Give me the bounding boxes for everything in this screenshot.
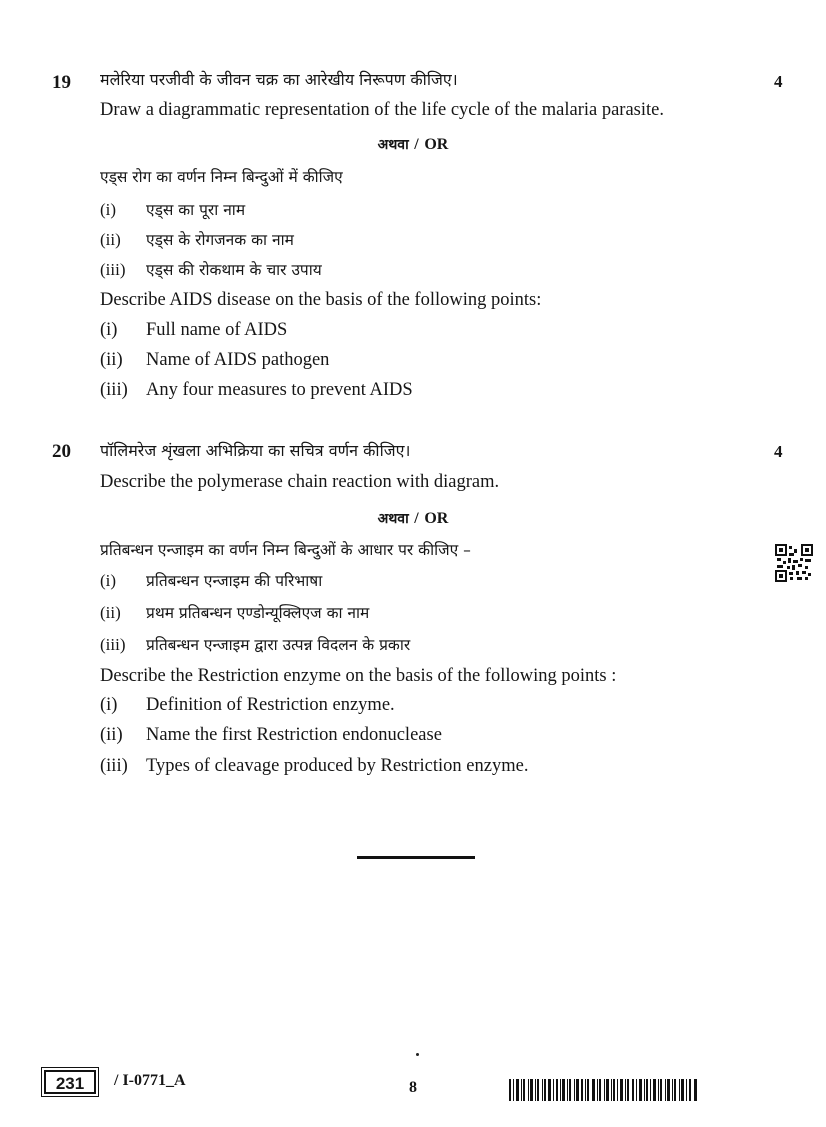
list-item: (iii) Any four measures to prevent AIDS — [100, 380, 413, 400]
question-19-alt-english-intro: Describe AIDS disease on the basis of the following points: — [100, 290, 542, 310]
question-19-marks: 4 — [774, 72, 783, 91]
question-20-english: Describe the polymerase chain reaction with diagram. — [100, 472, 500, 492]
list-item: (i) Definition of Restriction enzyme. — [100, 695, 395, 715]
list-item: (i) एड्स का पूरा नाम — [100, 200, 246, 219]
or-hindi: अथवा — [377, 511, 409, 527]
list-item: (i) प्रतिबन्धन एन्जाइम की परिभाषा — [100, 571, 323, 590]
qr-code-icon — [775, 544, 813, 582]
question-19-number: 19 — [52, 72, 71, 93]
question-20-alt-english-intro: Describe the Restriction enzyme on the basis of the following points : — [100, 666, 617, 686]
list-item: (ii) Name of AIDS pathogen — [100, 350, 330, 370]
question-20-number: 20 — [52, 441, 71, 462]
list-item: (ii) Name the first Restriction endonuclease — [100, 725, 442, 745]
end-of-questions-rule — [357, 856, 475, 859]
or-english: OR — [424, 510, 449, 527]
list-item: (i) Full name of AIDS — [100, 320, 288, 340]
list-item: (iii) एड्स की रोकथाम के चार उपाय — [100, 260, 322, 279]
list-item: (iii) Types of cleavage produced by Restriction enzyme. — [100, 756, 529, 776]
page-number: 8 — [409, 1079, 417, 1096]
question-20-alt-hindi-intro: प्रतिबन्धन एन्जाइम का वर्णन निम्न बिन्दुओं के आधार पर कीजिए – — [100, 541, 471, 559]
question-20-or-separator — [0, 508, 826, 528]
or-slash: / — [414, 510, 419, 527]
question-20-hindi: पॉलिमरेज शृंखला अभिक्रिया का सचित्र वर्णन कीजिए। — [100, 441, 411, 460]
or-hindi: अथवा — [377, 137, 409, 153]
stray-mark — [416, 1053, 419, 1056]
list-item: (ii) एड्स के रोगजनक का नाम — [100, 230, 294, 249]
barcode-icon — [509, 1079, 697, 1101]
or-english: OR — [424, 136, 449, 153]
question-19-or-separator — [0, 134, 826, 154]
list-item: (iii) प्रतिबन्धन एन्जाइम द्वारा उत्पन्न विदलन के प्रकार — [100, 635, 411, 654]
paper-number-box: 231 — [44, 1070, 96, 1094]
question-20-marks: 4 — [774, 442, 783, 461]
paper-code: / I-0771_A — [114, 1072, 186, 1089]
question-19-english: Draw a diagrammatic representation of the life cycle of the malaria parasite. — [100, 100, 664, 120]
or-slash: / — [414, 136, 419, 153]
question-19-alt-hindi-intro: एड्स रोग का वर्णन निम्न बिन्दुओं में कीजिए — [100, 168, 343, 186]
question-19-hindi: मलेरिया परजीवी के जीवन चक्र का आरेखीय निरूपण कीजिए। — [100, 70, 458, 89]
list-item: (ii) प्रथम प्रतिबन्धन एण्डोन्यूक्लिएज का नाम — [100, 603, 370, 622]
